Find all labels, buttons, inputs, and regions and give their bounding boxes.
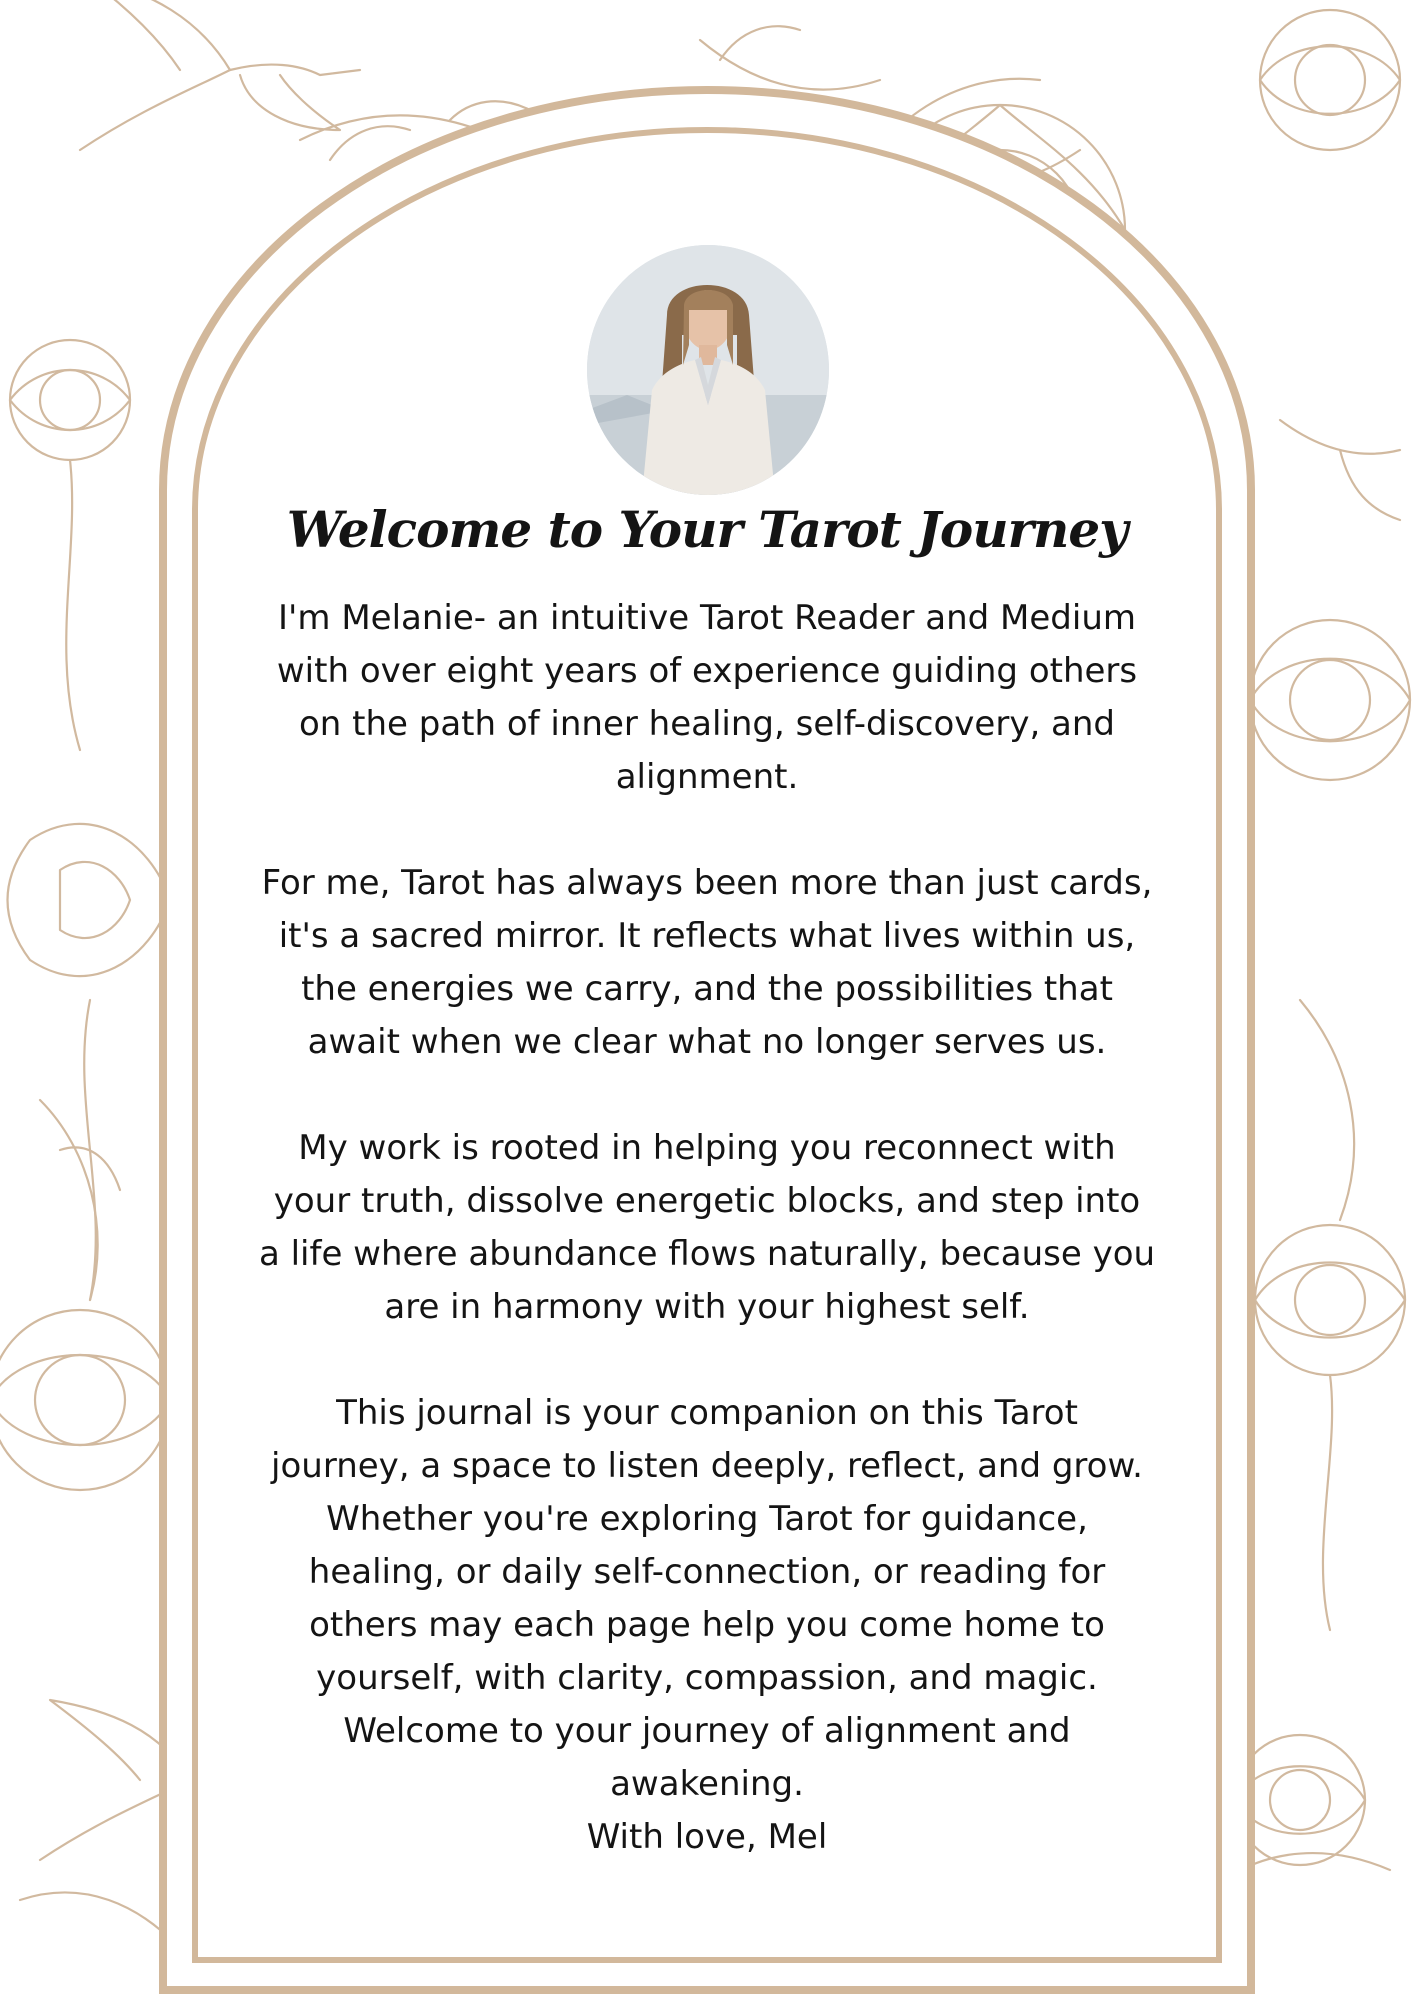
text-line: a life where abundance flows naturally, because you [258,1234,1156,1274]
text-line: For me, Tarot has always been more than just cards, [261,863,1153,903]
text-line: Whether you're exploring Tarot for guidance, [326,1499,1088,1539]
text-line: on the path of inner healing, self-discovery, and [298,704,1116,744]
text-line: I'm Melanie- an intuitive Tarot Reader and Medium [278,598,1136,638]
text-line: alignment. [615,757,799,797]
intro-letter [215,592,1199,1864]
text-line: the energies we carry, and the possibilities that [301,969,1113,1009]
text-line: others may each page help you come home to [309,1605,1105,1645]
text-line: My work is rooted in helping you reconnect with [298,1128,1116,1168]
text-line: awakening. [610,1764,804,1804]
portrait-photo [587,245,829,495]
signature-line: With love, Mel [586,1817,828,1857]
text-line: with over eight years of experience guiding others [276,651,1138,691]
paragraph-journal-companion [215,1387,1199,1864]
text-line: are in harmony with your highest self. [384,1287,1030,1327]
paragraph-my-work [215,1122,1199,1334]
text-line: healing, or daily self-connection, or reading for [308,1552,1106,1592]
text-line: your truth, dissolve energetic blocks, and step into [273,1181,1141,1221]
text-line: await when we clear what no longer serves us. [307,1022,1107,1062]
text-line: journey, a space to listen deeply, reflect, and grow. [271,1446,1143,1486]
avatar [587,245,829,495]
text-line: yourself, with clarity, compassion, and magic. [316,1658,1098,1698]
text-line: it's a sacred mirror. It reflects what lives within us, [278,916,1136,956]
text-line: This journal is your companion on this Tarot [336,1393,1078,1433]
paragraph-tarot-mirror [215,857,1199,1069]
paragraph-introduction [215,592,1199,804]
text-line: Welcome to your journey of alignment and [343,1711,1071,1751]
page-title: Welcome to Your Tarot Journey [286,500,1128,559]
